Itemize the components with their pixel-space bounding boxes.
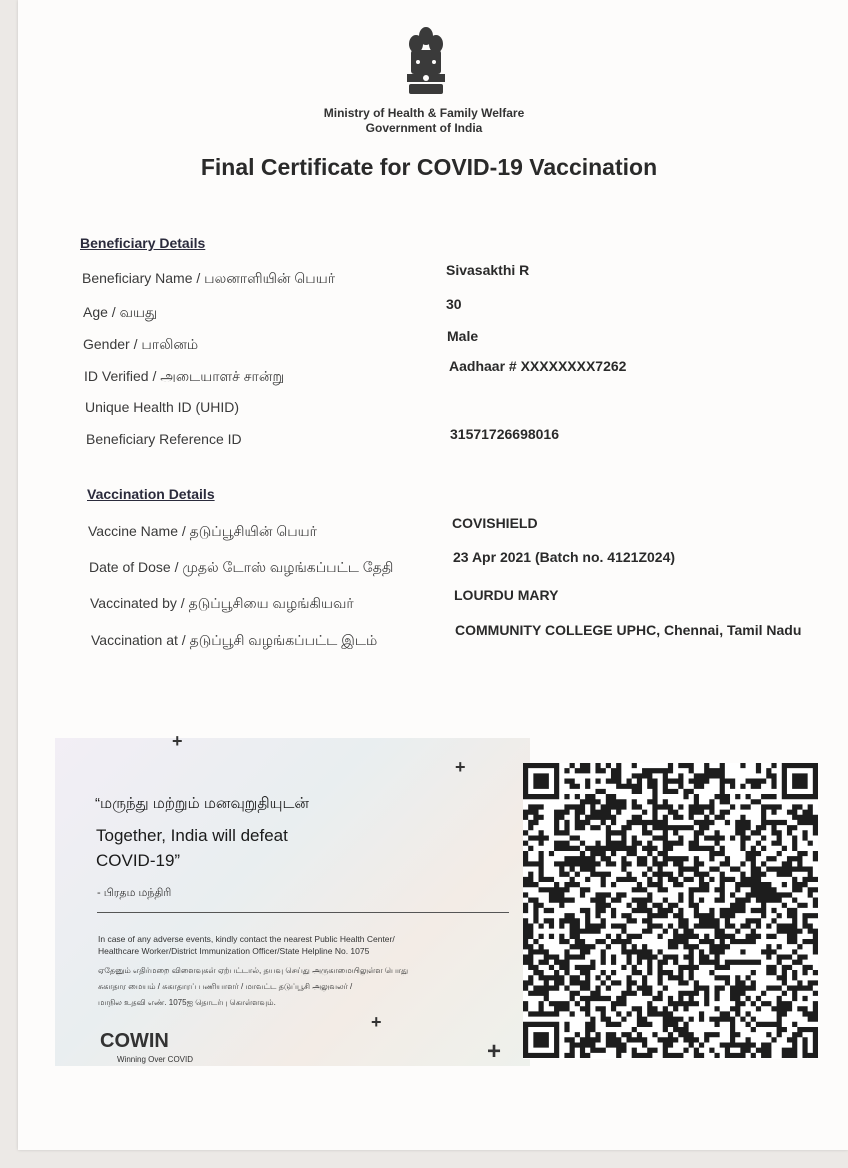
- label-gender: Gender / பாலினம்: [83, 336, 199, 352]
- quote-line-1: Together, India will defeat: [96, 826, 288, 845]
- label-vaccinated-by: Vaccinated by / தடுப்பூசியை வழங்கியவர்: [90, 595, 354, 611]
- value-age: 30: [446, 296, 462, 312]
- cowin-tagline: Winning Over COVID: [117, 1055, 194, 1064]
- label-beneficiary-name: Beneficiary Name / பலனாளியின் பெயர்: [82, 270, 336, 286]
- qr-modules: [523, 763, 818, 1058]
- vaccination-heading: Vaccination Details: [87, 486, 215, 502]
- label-vaccine-name: Vaccine Name / தடுப்பூசியின் பெயர்: [88, 523, 317, 539]
- helpline-tamil-1: ஏதேனும் எதிர்மறை விளைவுகள் ஏற்பட்டால், தயவு செய்து அருகாமையிலுள்ள பொது: [98, 966, 409, 975]
- quote-tamil: “மருந்து மற்றும் மனவுறுதியுடன்: [95, 795, 309, 812]
- message-banner: [55, 738, 530, 1066]
- national-emblem-icon: [401, 24, 451, 106]
- quote-line-2: COVID-19”: [96, 851, 181, 870]
- value-reference-id: 31571726698016: [450, 426, 560, 442]
- helpline-tamil-2: சுகாதார மையம் / சுகாதாரப் பணியாளர் / மாவட்ட தடுப்பூசி அலுவலர் /: [98, 982, 353, 991]
- government-name: Government of India: [365, 121, 483, 135]
- label-uhid: Unique Health ID (UHID): [85, 399, 240, 415]
- helpline-line-1: In case of any adverse events, kindly contact the nearest Public Health Center/: [98, 934, 395, 944]
- label-reference-id: Beneficiary Reference ID: [86, 431, 242, 447]
- label-age: Age / வயது: [83, 304, 158, 320]
- plus-decoration-icon: +: [455, 757, 466, 777]
- helpline-tamil-3: மாநில உதவி எண். 1075ஐ தொடர்பு கொள்ளவும்.: [98, 998, 276, 1007]
- label-id-verified: ID Verified / அடையாளச் சான்று: [84, 368, 285, 384]
- plus-decoration-icon: +: [172, 731, 183, 751]
- value-date-of-dose: 23 Apr 2021 (Batch no. 4121Z024): [453, 549, 676, 565]
- plus-decoration-icon: +: [371, 1012, 382, 1032]
- value-id-verified: Aadhaar # XXXXXXXX7262: [449, 358, 627, 374]
- value-vaccination-at: COMMUNITY COLLEGE UPHC, Chennai, Tamil Nadu: [455, 622, 802, 638]
- value-beneficiary-name: Sivasakthi R: [446, 262, 530, 278]
- label-vaccination-at: Vaccination at / தடுப்பூசி வழங்கப்பட்ட இடம்: [91, 632, 378, 648]
- value-gender: Male: [447, 328, 479, 344]
- ministry-name: Ministry of Health & Family Welfare: [323, 106, 525, 120]
- quote-attribution: - பிரதம மந்திரி: [97, 887, 172, 899]
- value-vaccine-name: COVISHIELD: [452, 515, 538, 531]
- divider: [97, 912, 509, 913]
- beneficiary-heading: Beneficiary Details: [80, 235, 206, 251]
- cowin-logo: COWIN: [100, 1030, 169, 1052]
- helpline-line-2: Healthcare Worker/District Immunization Officer/State Helpline No. 1075: [98, 946, 370, 956]
- plus-decoration-icon: +: [487, 1038, 502, 1065]
- label-date-of-dose: Date of Dose / முதல் டோஸ் வழங்கப்பட்ட தேதி: [89, 559, 394, 575]
- qr-code: [523, 763, 818, 1059]
- value-vaccinated-by: LOURDU MARY: [454, 587, 559, 603]
- page-title: Final Certificate for COVID-19 Vaccination: [200, 154, 658, 180]
